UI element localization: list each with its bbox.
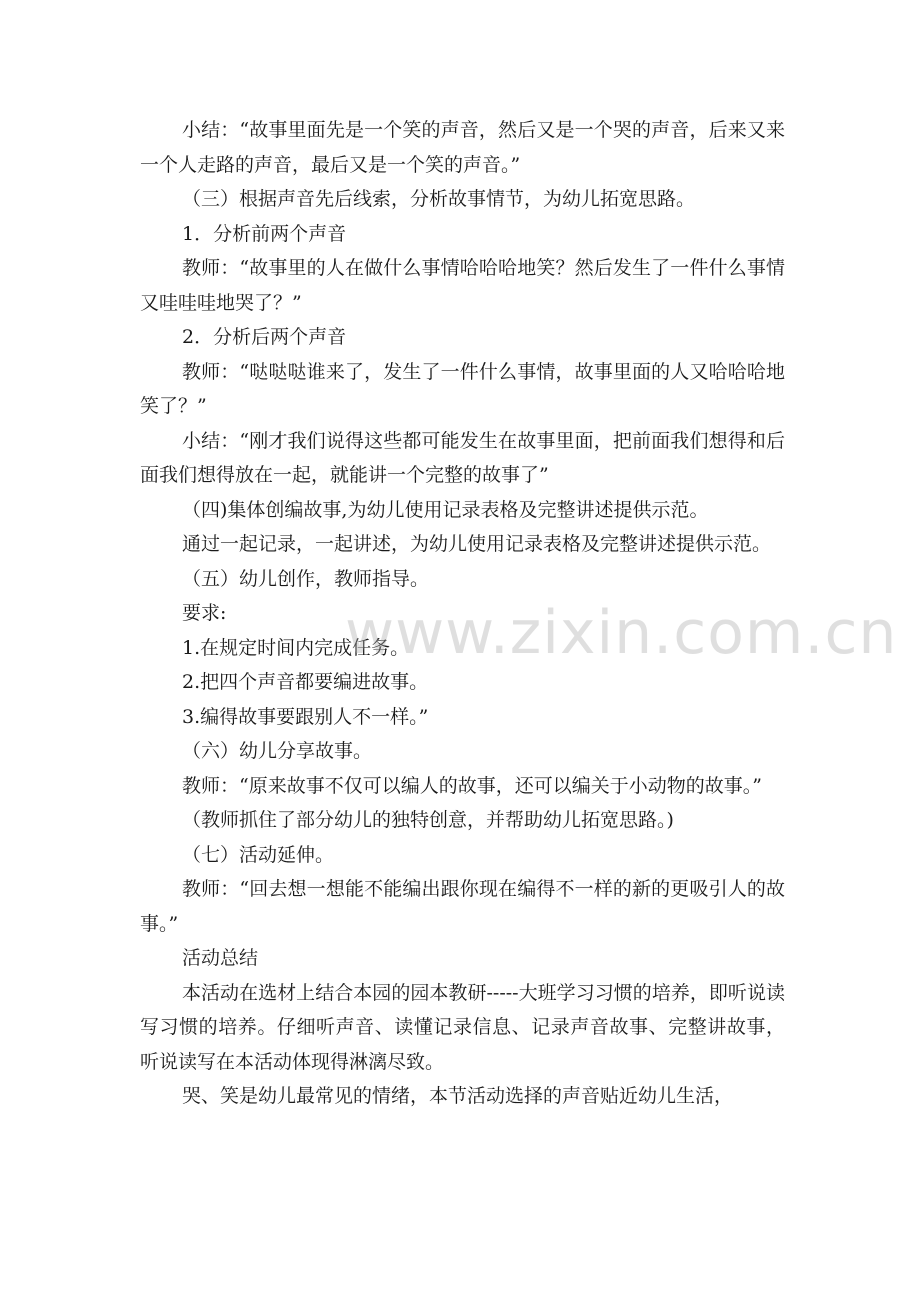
paragraph: （三）根据声音先后线索，分析故事情节，为幼儿拓宽思路。 (182, 188, 696, 210)
paragraph: 教师：“哒哒哒谁来了，发生了一件什么事情，故事里面的人又哈哈哈地笑了？” (140, 360, 785, 417)
document-body (140, 113, 785, 1114)
paragraph: 教师：“故事里的人在做什么事情哈哈哈地笑？然后发生了一件什么事情又哇哇哇地哭了？” (140, 257, 785, 314)
paragraph: （教师抓住了部分幼儿的独特创意，并帮助幼儿拓宽思路。) (182, 809, 674, 831)
paragraph: 教师：“回去想一想能不能编出跟你现在编得不一样的新的更吸引人的故事。” (140, 878, 785, 935)
paragraph: （七）活动延伸。 (182, 843, 335, 866)
paragraph: 本活动在选材上结合本园的园本教研-----大班学习习惯的培养，即听说读写习惯的培养。仔细听声音、读懂记录信息、记录声音故事、完整讲故事，听说读写在本活动体现得淋漓尽致。 (140, 981, 785, 1073)
paragraph: 通过一起记录，一起讲述，为幼儿使用记录表格及完整讲述提供示范。 (182, 533, 772, 555)
paragraph: 2.把四个声音都要编进故事。 (182, 671, 429, 693)
paragraph: （六）幼儿分享故事。 (182, 740, 373, 762)
paragraph: （四)集体创编故事,为幼儿使用记录表格及完整讲述提供示范。 (182, 498, 709, 521)
paragraph: 3.编得故事要跟别人不一样。” (182, 705, 429, 728)
watermark: www.zixin.com.cn (345, 598, 898, 668)
paragraph: 小结：“故事里面先是一个笑的声音，然后又是一个哭的声音，后来又来一个人走路的声音，最后又是一个笑的声音。” (140, 119, 785, 176)
paragraph: 小结：“刚才我们说得这些都可能发生在故事里面，把前面我们想得和后面我们想得放在一起，就能讲一个完整的故事了” (140, 429, 785, 486)
paragraph: 教师：“原来故事不仅可以编人的故事，还可以编关于小动物的故事。” (182, 774, 762, 797)
paragraph: 哭、笑是幼儿最常见的情绪，本节活动选择的声音贴近幼儿生活， (182, 1085, 734, 1107)
paragraph: （五）幼儿创作，教师指导。 (182, 567, 430, 590)
paragraph: 要求: (182, 602, 227, 624)
paragraph: 2．分析后两个声音 (182, 326, 347, 348)
paragraph: 1．分析前两个声音 (182, 222, 347, 245)
paragraph: 1.在规定时间内完成任务。 (182, 636, 410, 659)
section-heading: 活动总结 (182, 947, 259, 969)
